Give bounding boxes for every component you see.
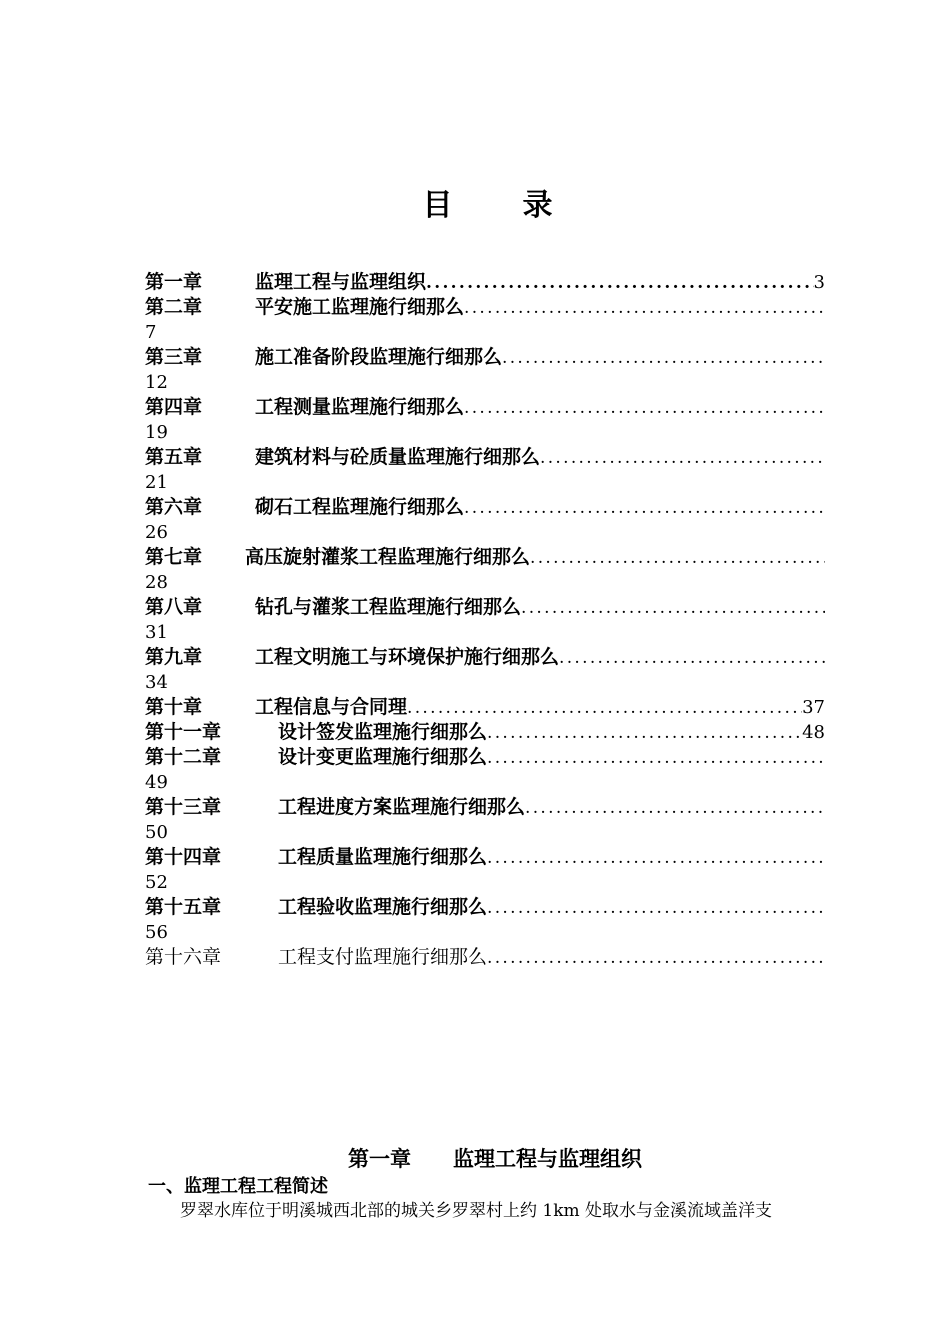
toc-chapter-title: 设计签发监理施行细那么	[278, 721, 488, 743]
toc-chapter-title: 施工准备阶段监理施行细那么	[255, 346, 503, 368]
chapter-heading	[0, 1143, 950, 1173]
toc-chapter-title: 砌石工程监理施行细那么	[255, 496, 465, 518]
toc-line	[145, 945, 825, 970]
toc-chapter-number: 第十六章	[145, 946, 222, 968]
toc-page-number: 49	[145, 772, 168, 793]
toc-line	[145, 495, 825, 520]
toc-page-number: 26	[145, 522, 168, 543]
toc-entry[interactable]	[145, 270, 825, 295]
toc-entry[interactable]	[145, 545, 825, 595]
toc-leader-dots	[407, 696, 802, 721]
toc-chapter-number: 第二章	[145, 296, 203, 318]
toc-entry[interactable]	[145, 745, 825, 795]
toc-line	[145, 895, 825, 920]
toc-entry[interactable]	[145, 895, 825, 945]
title-char-left: 目	[422, 188, 453, 223]
toc-entry[interactable]	[145, 595, 825, 645]
toc-chapter-number: 第十二章	[145, 746, 222, 768]
toc-chapter-number: 第七章	[145, 546, 203, 568]
toc-entry[interactable]	[145, 295, 825, 345]
toc-line	[145, 595, 825, 620]
toc-entry[interactable]	[145, 795, 825, 845]
toc-chapter-number: 第四章	[145, 396, 203, 418]
toc-leader-dots	[530, 546, 825, 571]
toc-chapter-number: 第五章	[145, 446, 203, 468]
toc-chapter-number: 第一章	[145, 271, 203, 293]
chapter-heading-title: 监理工程与监理组织	[453, 1147, 642, 1171]
toc-line	[145, 645, 825, 670]
toc-entry[interactable]	[145, 395, 825, 445]
section-heading: 一、监理工程工程简述	[148, 1176, 328, 1197]
toc-chapter-title: 工程支付监理施行细那么	[278, 946, 488, 968]
toc-leader-dots	[487, 896, 825, 921]
toc-chapter-title: 平安施工监理施行细那么	[255, 296, 465, 318]
toc-entry[interactable]	[145, 945, 825, 970]
toc-entry[interactable]	[145, 495, 825, 545]
toc-entry[interactable]	[145, 645, 825, 695]
toc-page-number: 50	[145, 822, 168, 843]
toc-page-number: 7	[145, 322, 157, 343]
toc-page-number: 31	[145, 622, 168, 643]
toc-leader-dots	[487, 721, 802, 746]
toc-line	[145, 720, 825, 745]
toc-page-number: 37	[802, 697, 825, 718]
toc-entry[interactable]	[145, 345, 825, 395]
toc-entry[interactable]	[145, 695, 825, 720]
toc-chapter-number: 第六章	[145, 496, 203, 518]
chapter-heading-number: 第一章	[348, 1147, 411, 1171]
toc-line	[145, 695, 825, 720]
toc-line	[145, 795, 825, 820]
toc-line	[145, 545, 825, 570]
toc-leader-dots	[525, 796, 825, 821]
toc-line	[145, 445, 825, 470]
body-paragraph: 罗翠水库位于明溪城西北部的城关乡罗翠村上约 1km 处取水与金溪流域盖洋支	[180, 1201, 773, 1221]
toc-page-number: 3	[813, 272, 825, 293]
toc-line	[145, 745, 825, 770]
toc-leader-dots	[559, 646, 825, 671]
toc-chapter-number: 第十五章	[145, 896, 222, 918]
toc-chapter-title: 工程信息与合同理	[255, 696, 408, 718]
toc-line	[145, 345, 825, 370]
toc-entry[interactable]	[145, 720, 825, 745]
toc-chapter-title: 工程验收监理施行细那么	[278, 896, 488, 918]
toc-leader-dots	[487, 746, 825, 771]
toc-chapter-number: 第十一章	[145, 721, 222, 743]
toc-line	[145, 845, 825, 870]
page-title	[0, 180, 950, 224]
toc-leader-dots	[464, 396, 825, 421]
toc-leader-dots	[502, 346, 825, 371]
toc-chapter-number: 第十四章	[145, 846, 222, 868]
toc-page-number: 19	[145, 422, 168, 443]
toc-leader-dots	[426, 271, 814, 296]
toc-line	[145, 395, 825, 420]
toc-page-number: 48	[802, 722, 825, 743]
table-of-contents	[145, 270, 825, 970]
toc-page-number: 34	[145, 672, 168, 693]
toc-chapter-title: 钻孔与灌浆工程监理施行细那么	[255, 596, 522, 618]
toc-entry[interactable]	[145, 845, 825, 895]
toc-leader-dots	[487, 846, 825, 871]
toc-leader-dots	[540, 446, 825, 471]
toc-leader-dots	[521, 596, 825, 621]
toc-leader-dots	[464, 296, 825, 321]
toc-page-number: 21	[145, 472, 168, 493]
toc-chapter-title: 工程质量监理施行细那么	[278, 846, 488, 868]
toc-page-number: 28	[145, 572, 168, 593]
toc-leader-dots	[464, 496, 825, 521]
toc-leader-dots	[487, 946, 825, 971]
toc-page-number: 12	[145, 372, 168, 393]
toc-entry[interactable]	[145, 445, 825, 495]
toc-chapter-title: 设计变更监理施行细那么	[278, 746, 488, 768]
toc-page-number: 56	[145, 922, 168, 943]
toc-line	[145, 295, 825, 320]
toc-chapter-title: 工程进度方案监理施行细那么	[278, 796, 526, 818]
toc-chapter-title: 建筑材料与砼质量监理施行细那么	[255, 446, 541, 468]
toc-chapter-title: 监理工程与监理组织	[255, 271, 427, 293]
toc-chapter-title: 工程文明施工与环境保护施行细那么	[255, 646, 560, 668]
toc-chapter-number: 第十三章	[145, 796, 222, 818]
toc-page-number: 52	[145, 872, 168, 893]
toc-chapter-number: 第三章	[145, 346, 203, 368]
toc-line	[145, 270, 825, 295]
toc-chapter-number: 第九章	[145, 646, 203, 668]
toc-chapter-number: 第十章	[145, 696, 203, 718]
toc-chapter-number: 第八章	[145, 596, 203, 618]
toc-chapter-title: 高压旋射灌浆工程监理施行细那么	[245, 546, 531, 568]
toc-chapter-title: 工程测量监理施行细那么	[255, 396, 465, 418]
title-char-right: 录	[522, 188, 553, 223]
